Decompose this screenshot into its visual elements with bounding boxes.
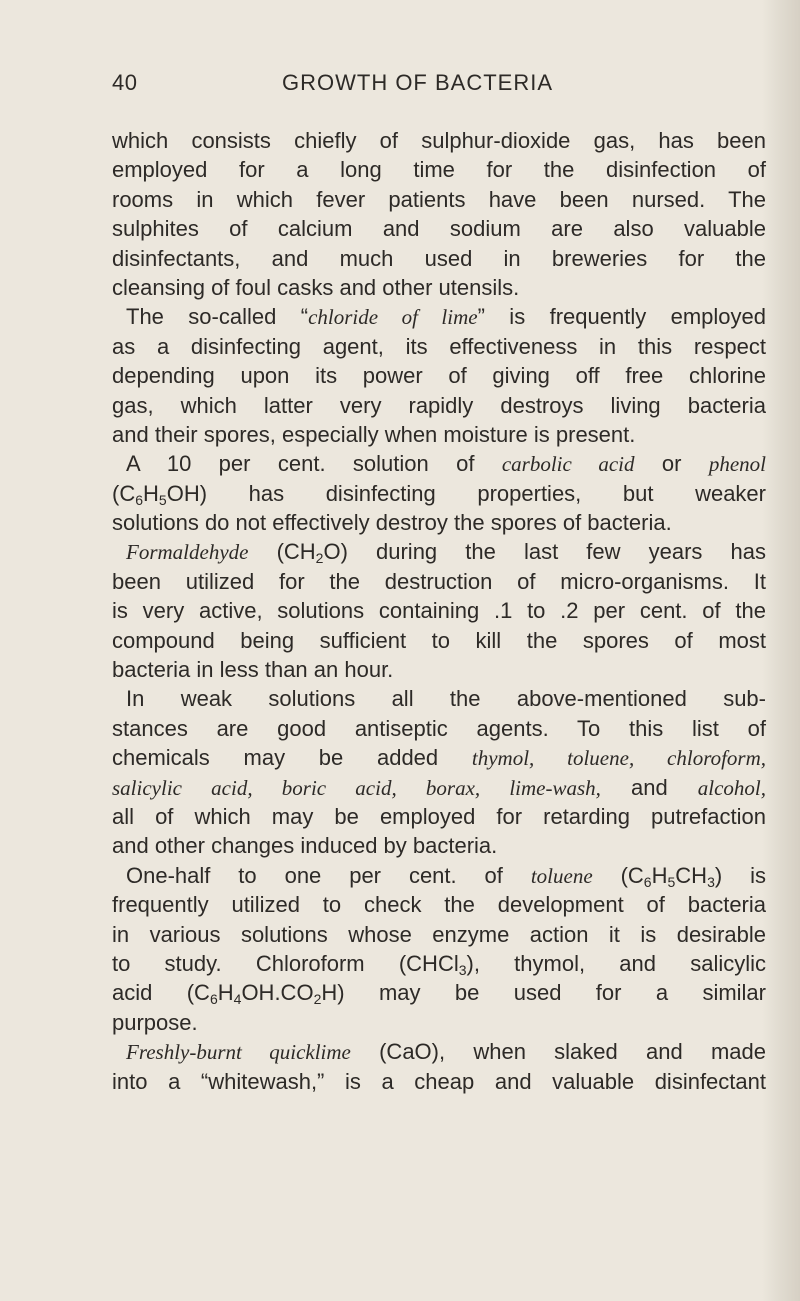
italic-term: Formaldehyde [126, 540, 249, 565]
text-line: all of which may be employed for retarding putrefaction [112, 803, 766, 829]
text-run: to study. Chloroform (CHCl [112, 950, 459, 976]
text-run: H [651, 862, 668, 888]
text-run: chemicals may be added [112, 745, 472, 771]
text-run: and [600, 774, 698, 800]
subscript: 5 [158, 491, 167, 508]
text-line: rooms in which fever patients have been nursed. The [112, 186, 766, 212]
text-line: gas, which latter very rapidly destroys living bacteria [112, 392, 766, 418]
text-run: One-half to one per cent. of [126, 862, 531, 888]
text-line [112, 743, 766, 772]
text-line: frequently utilized to check the development of bacteria [112, 892, 766, 918]
text-run: ) is [714, 862, 766, 888]
text-line [112, 1037, 766, 1066]
text-line [112, 449, 766, 478]
subscript: 2 [313, 991, 322, 1008]
text-line: been utilized for the destruction of micro-organisms. It [112, 568, 766, 594]
text-run: H [217, 980, 234, 1006]
text-run: OH) has disinfecting properties, but weaker [166, 480, 766, 506]
text-line: cleansing of foul casks and other utensils. [112, 274, 520, 300]
text-line: solutions do not effectively destroy the spores of bacteria. [112, 510, 672, 536]
italic-term: toluene [530, 863, 593, 888]
text-run: (C [592, 862, 644, 888]
text-run: (CaO), when slaked and made [350, 1039, 766, 1065]
text-run: or [634, 451, 709, 477]
text-line: and their spores, especially when moisture is present. [112, 421, 636, 447]
text-line: employed for a long time for the disinfection of [112, 157, 766, 183]
text-line: compound being sufficient to kill the spores of most [112, 627, 766, 653]
text-line: bacteria in less than an hour. [112, 657, 394, 683]
subscript: 6 [135, 491, 144, 508]
italic-term: chloride of lime [308, 305, 478, 330]
text-run: O) during the last few years has [323, 539, 766, 565]
text-run: The so-called “ [126, 304, 309, 330]
page-edge-shadow [762, 0, 800, 1301]
text-run: ), thymol, and salicylic [466, 950, 766, 976]
running-title: GROWTH OF BACTERIA [282, 70, 553, 95]
text-line [112, 537, 766, 566]
italic-term: Freshly-burnt quicklime [126, 1040, 351, 1065]
text-line [112, 861, 766, 890]
text-line: sulphites of calcium and sodium are also valuable [112, 216, 766, 242]
italic-term: salicylic acid, boric acid, borax, lime-wash, [112, 775, 601, 800]
subscript: 3 [707, 873, 715, 890]
text-line: In weak solutions all the above-mentioned sub- [126, 686, 766, 712]
text-line: depending upon its power of giving off free chlorine [112, 363, 766, 389]
text-run: CH [675, 862, 708, 888]
italic-term: carbolic acid [501, 452, 635, 477]
italic-term: thymol, toluene, chloroform, [471, 746, 767, 771]
text-line [112, 479, 766, 508]
text-line [112, 302, 766, 331]
text-line: stances are good antiseptic agents. To this list of [112, 715, 766, 741]
subscript: 5 [667, 873, 676, 890]
subscript: 3 [458, 961, 467, 978]
text-line [112, 978, 766, 1007]
subscript: 6 [209, 991, 218, 1008]
subscript: 2 [315, 550, 324, 567]
text-line: and other changes induced by bacteria. [112, 833, 498, 859]
page-header [112, 70, 772, 100]
text-line: as a disinfecting agent, its effectiveness in this respect [112, 333, 766, 359]
text-line: is very active, solutions containing .1 to .2 per cent. of the [112, 598, 766, 624]
text-line: purpose. [112, 1009, 198, 1035]
text-line: in various solutions whose enzyme action it is desirable [112, 921, 766, 947]
text-run: (C [112, 480, 136, 506]
text-run: ” is frequently employed [477, 304, 766, 330]
text-line [112, 773, 766, 802]
italic-term: phenol [708, 452, 766, 477]
text-run: (CH [248, 539, 316, 565]
text-line: disinfectants, and much used in breweries for the [112, 245, 766, 271]
text-run: OH.CO [241, 980, 314, 1006]
text-line: which consists chiefly of sulphur-dioxide gas, has been [112, 128, 766, 153]
page-number: 40 [112, 70, 138, 95]
text-run: H [143, 480, 159, 506]
italic-term: alcohol, [697, 775, 766, 800]
subscript: 6 [643, 873, 652, 890]
body-text [112, 126, 766, 1096]
text-run: A 10 per cent. solution of [126, 451, 502, 477]
text-run: acid (C [112, 980, 210, 1006]
subscript: 4 [233, 991, 242, 1008]
text-line: into a “whitewash,” is a cheap and valuable disinfectant [112, 1068, 766, 1094]
text-run: H) may be used for a similar [321, 980, 766, 1006]
text-line [112, 949, 766, 978]
